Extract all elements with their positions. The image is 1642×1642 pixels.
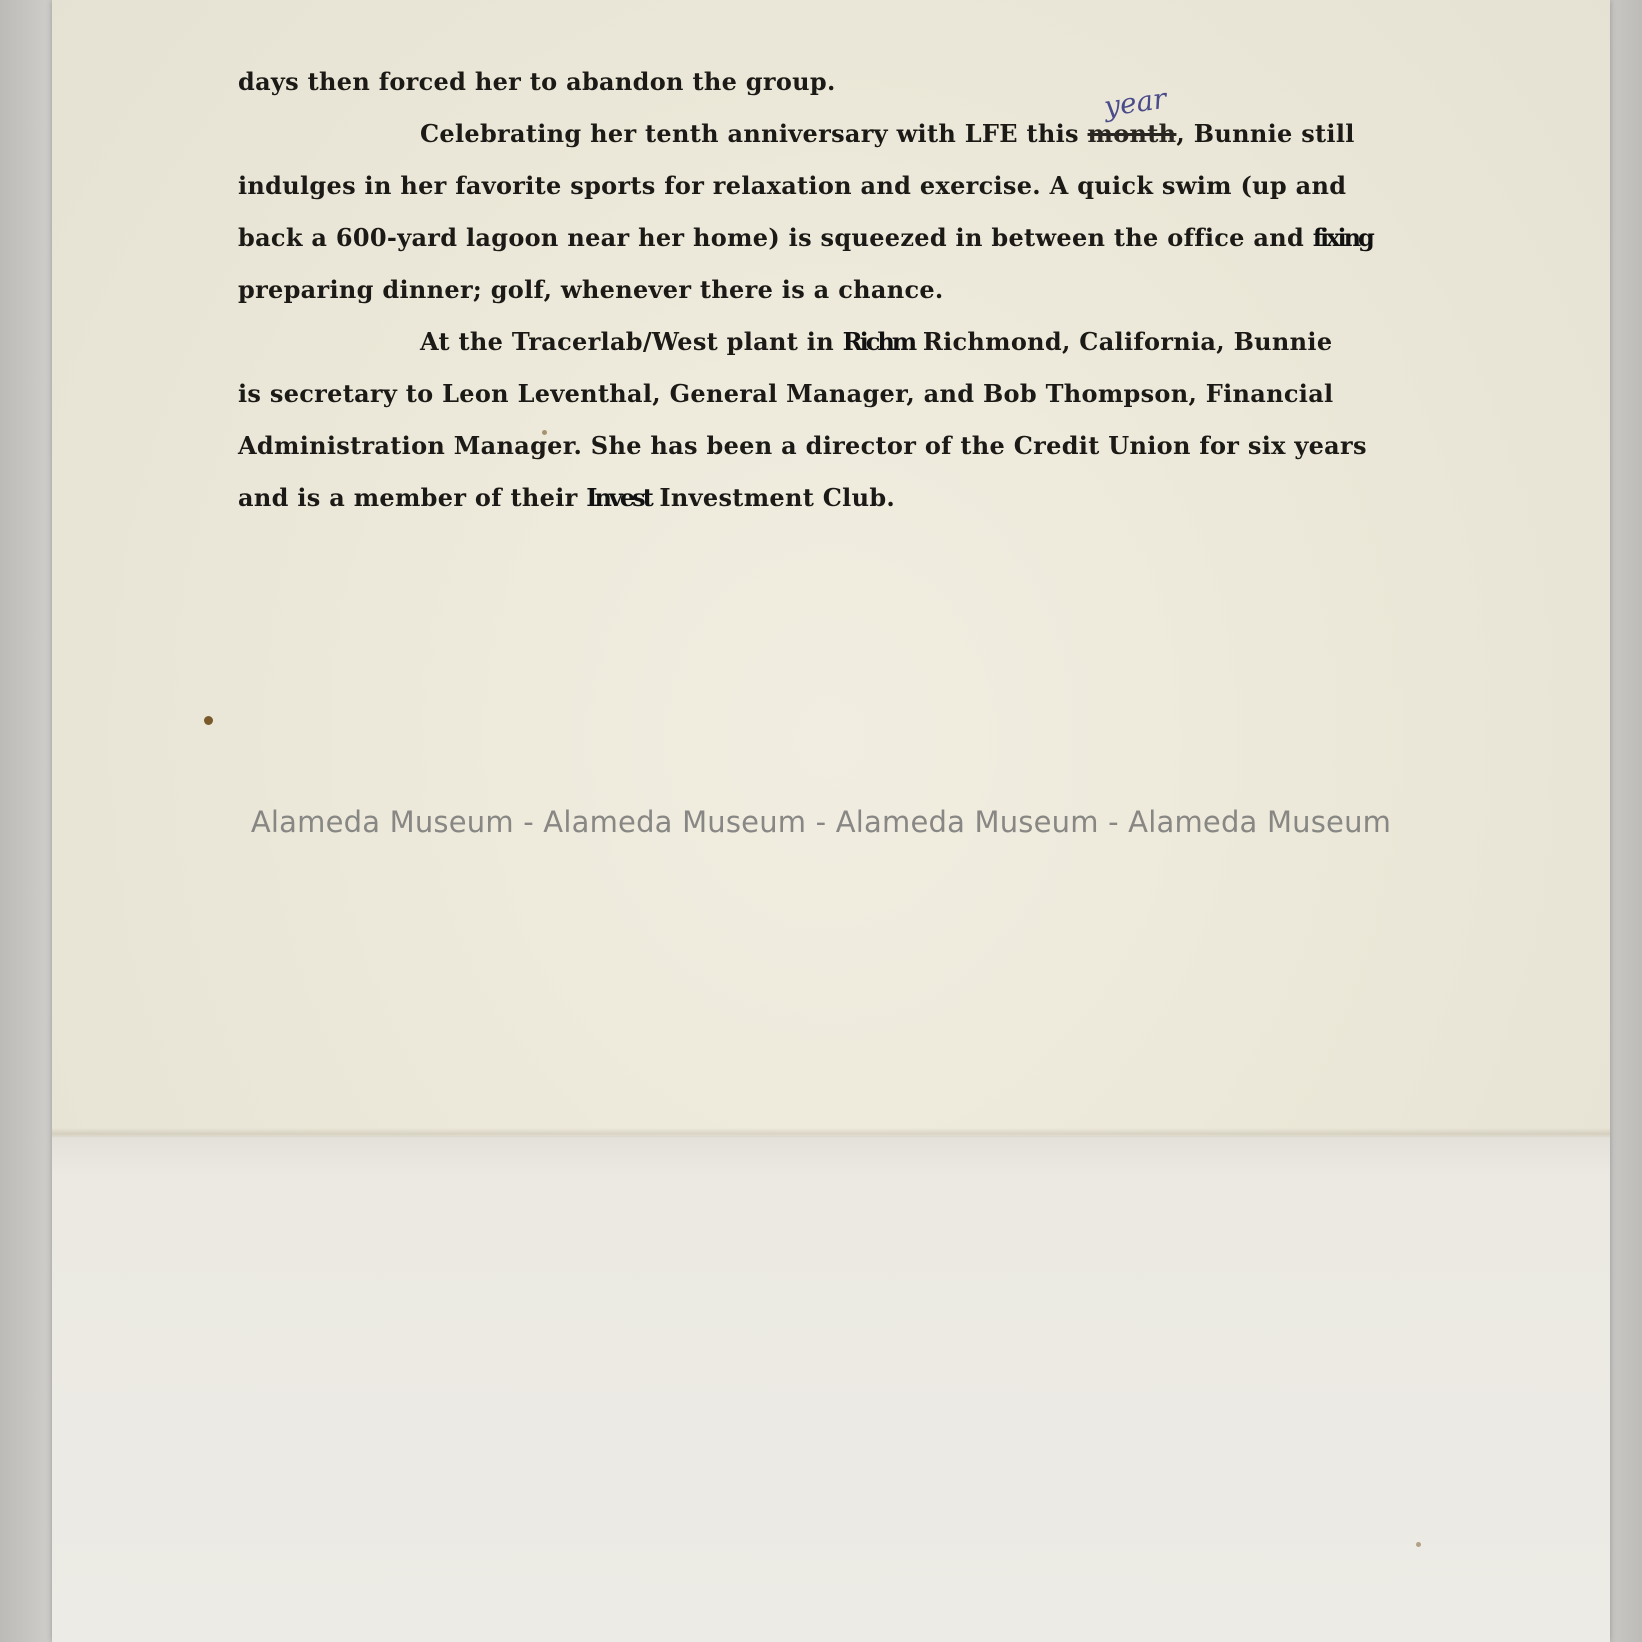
text-run: days then forced her to abandon the group.	[238, 67, 836, 96]
document-body	[238, 62, 1378, 530]
text-line	[238, 218, 1378, 270]
fold-crease	[52, 1128, 1610, 1138]
typed-over-word: Invest	[586, 483, 651, 512]
text-line	[238, 426, 1378, 478]
paper-speck	[204, 716, 213, 725]
text-line	[238, 166, 1378, 218]
page-fold-lower	[52, 1136, 1610, 1642]
text-run: Celebrating her tenth anniversary with LFE this	[420, 119, 1088, 148]
text-run: indulges in her favorite sports for relaxation and exercise. A quick swim (up and	[238, 171, 1347, 200]
text-run: preparing dinner; golf, whenever there is a chance.	[238, 275, 944, 304]
text-run: At the Tracerlab/West plant in	[420, 327, 843, 356]
text-line	[238, 114, 1378, 166]
paper-speck	[1416, 1542, 1421, 1547]
text-line	[238, 374, 1378, 426]
watermark: Alameda Museum - Alameda Museum - Alameda Museum - Alameda Museum	[250, 805, 1392, 839]
text-run: and is a member of their	[238, 483, 587, 512]
text-run: , Bunnie still	[1176, 119, 1355, 148]
text-run: Investment Club.	[650, 483, 896, 512]
text-line	[238, 478, 1378, 530]
struck-word: month	[1087, 119, 1177, 148]
text-line	[238, 62, 1378, 114]
typed-over-word: fixing	[1312, 223, 1372, 252]
text-line	[238, 322, 1378, 374]
typed-over-word: Richm	[842, 327, 915, 356]
text-run: is secretary to Leon Leventhal, General Manager, and Bob Thompson, Financial	[238, 379, 1334, 408]
text-run: back a 600-yard lagoon near her home) is squeezed in between the office and	[238, 223, 1313, 252]
text-line	[238, 270, 1378, 322]
text-run: Richmond, California, Bunnie	[914, 327, 1333, 356]
text-run: Administration Manager. She has been a director of the Credit Union for six years	[238, 431, 1367, 460]
handwritten-correction: year	[1102, 81, 1169, 124]
